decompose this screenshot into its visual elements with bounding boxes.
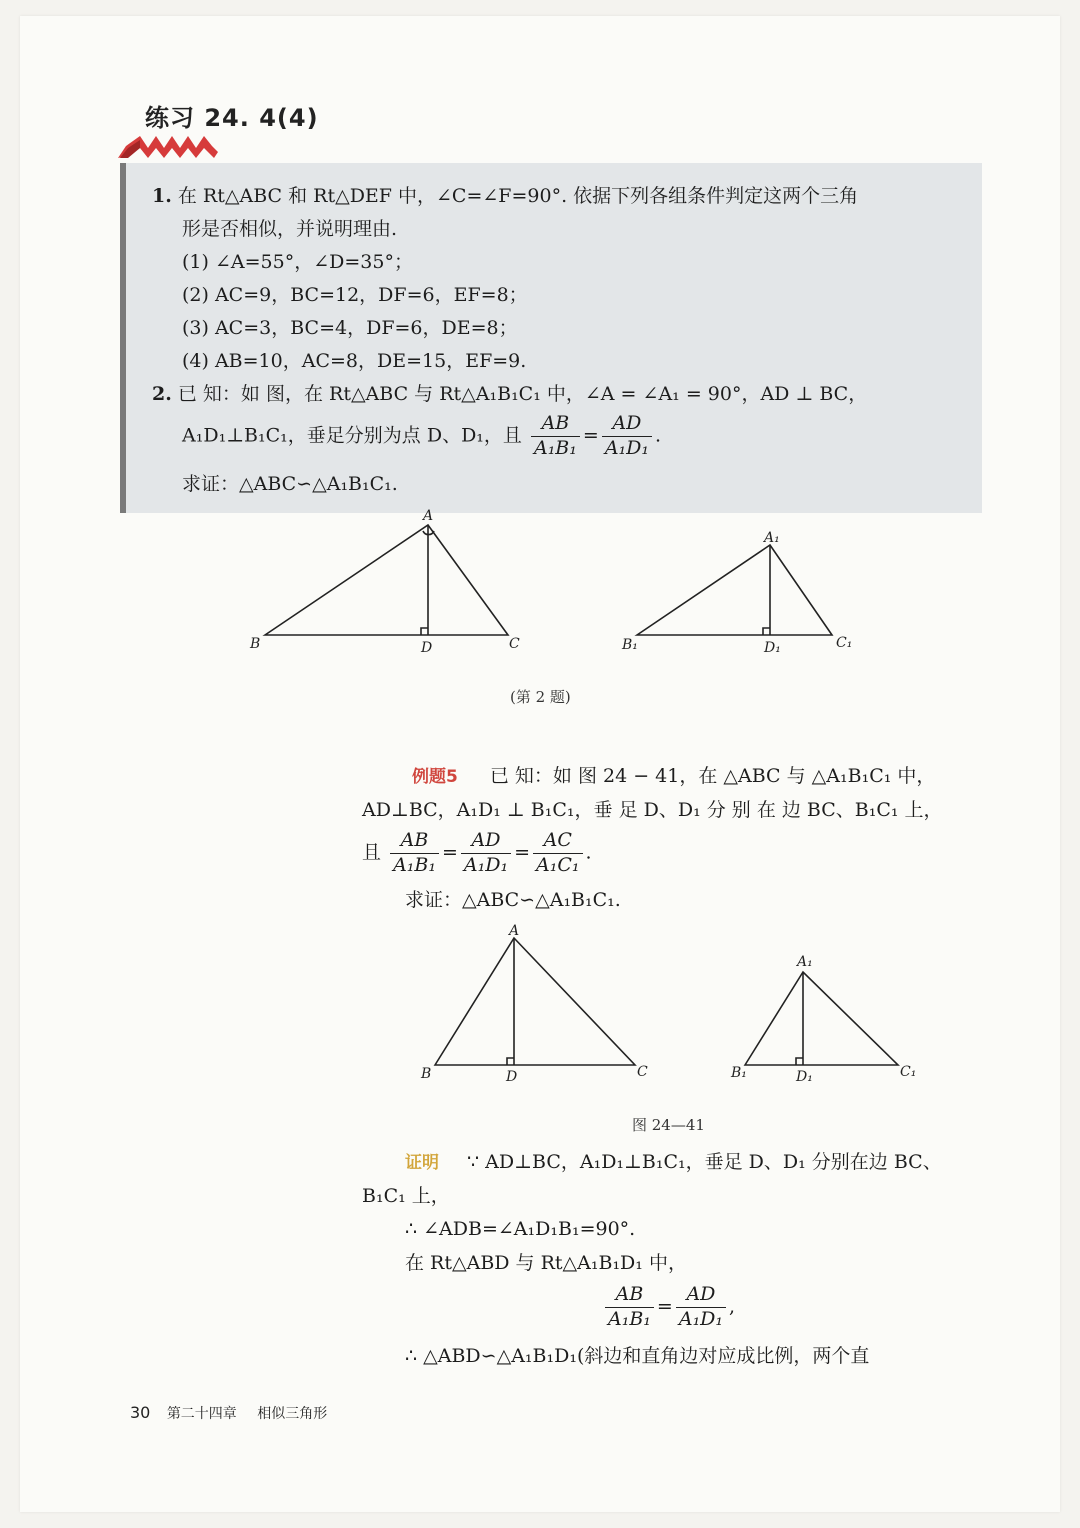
- right-angle-mark-d: [421, 628, 428, 635]
- label-b1-ex: B₁: [731, 1065, 747, 1081]
- chapter-title: 相似三角形: [257, 1406, 328, 1422]
- label-d1: D₁: [764, 640, 781, 656]
- q1-line1: 1. 在 Rt△ABC 和 Rt△DEF 中，∠C=∠F=90°. 依据下列各组条件判定这两个三角: [152, 185, 859, 207]
- label-b1: B₁: [622, 637, 638, 653]
- q2-line1: 2. 已 知：如 图，在 Rt△ABC 与 Rt△A₁B₁C₁ 中，∠A = ∠A₁ = 90°，AD ⊥ BC，: [152, 383, 868, 405]
- example-line4: 求证：△ABC∽△A₁B₁C₁.: [405, 889, 621, 911]
- page-number: 30: [130, 1403, 151, 1422]
- exercise-title: 练习 24. 4(4): [145, 104, 319, 132]
- proof-line2: B₁C₁ 上，: [362, 1185, 450, 1207]
- q1-item-1: (1) ∠A=55°，∠D=35°；: [182, 251, 413, 273]
- label-a1-ex: A₁: [797, 954, 813, 970]
- label-d-ex: D: [506, 1069, 518, 1085]
- q1-item-3: (3) AC=3，BC=4，DF=6，DE=8；: [182, 317, 518, 339]
- figure-24-41: [410, 920, 930, 1090]
- q1-item-2: (2) AC=9，BC=12，DF=6，EF=8；: [182, 284, 528, 306]
- label-c-ex: C: [637, 1064, 648, 1080]
- q2-fraction-ad: $\frac{AD}{\text{A₁D₁}}$: [602, 414, 652, 459]
- proof-fraction-ad: $\frac{AD}{\text{A₁D₁}}$: [676, 1285, 726, 1330]
- proof-line5: $\frac{AB}{\text{A₁B₁}}$ = $\frac{AD}{\text{A₁D₁}}$ ,: [602, 1285, 735, 1330]
- right-angle-mark-d1: [763, 628, 770, 635]
- triangle-a1b1c1: [637, 545, 832, 635]
- triangle-abc-ex: [435, 938, 635, 1065]
- q1-item-4: (4) AB=10，AC=8，DE=15，EF=9.: [182, 350, 527, 372]
- zigzag-ornament-icon: [118, 128, 228, 160]
- label-a: A: [423, 508, 434, 524]
- triangle-abc: [265, 525, 508, 635]
- right-angle-mark-d-ex: [507, 1058, 514, 1065]
- triangle-a1b1c1-ex: [745, 972, 898, 1065]
- example-fraction-ac: $\frac{AC}{\text{A₁C₁}}$: [533, 831, 583, 876]
- q1-line2: 形是否相似，并说明理由.: [182, 218, 398, 240]
- q2-fraction-ab: $\frac{AB}{\text{A₁B₁}}$: [531, 414, 580, 459]
- proof-line6: ∴ △ABD∽△A₁B₁D₁(斜边和直角边对应成比例，两个直: [405, 1345, 870, 1367]
- proof-line4: 在 Rt△ABD 与 Rt△A₁B₁D₁ 中，: [405, 1252, 687, 1274]
- proof-line3: ∴ ∠ADB=∠A₁D₁B₁=90°.: [405, 1218, 636, 1240]
- proof-fraction-ab: $\frac{AB}{\text{A₁B₁}}$: [605, 1285, 654, 1330]
- page-footer: [130, 1403, 327, 1423]
- q2-line2: A₁D₁⊥B₁C₁，垂足分别为点 D、D₁，且 $\frac{AB}{\text{A₁B₁}}$ = $\frac{AD}{\text{A₁D₁}}$ .: [182, 412, 662, 459]
- example-label: 例题5: [412, 767, 458, 787]
- label-c: C: [509, 636, 520, 652]
- figure-24-41-caption: 图 24—41: [632, 1116, 705, 1134]
- label-a1: A₁: [764, 530, 780, 546]
- example-fraction-ad: $\frac{AD}{\text{A₁D₁}}$: [461, 831, 511, 876]
- label-b-ex: B: [421, 1066, 432, 1082]
- example-line1: 例题5 已 知：如 图 24 − 41，在 △ABC 与 △A₁B₁C₁ 中，: [412, 765, 936, 787]
- example-fraction-ab: $\frac{AB}{\text{A₁B₁}}$: [390, 831, 439, 876]
- proof-line1: 证明 ∵ AD⊥BC，A₁D₁⊥B₁C₁，垂足 D、D₁ 分别在边 BC、: [405, 1151, 942, 1173]
- q2-figure-caption: (第 2 题): [510, 688, 571, 706]
- label-d: D: [421, 640, 433, 656]
- q2-line3: 求证：△ABC∽△A₁B₁C₁.: [182, 473, 398, 495]
- right-angle-mark-d1-ex: [796, 1058, 803, 1065]
- proof-label: 证明: [405, 1153, 439, 1173]
- q2-figure: [240, 500, 880, 660]
- label-c1: C₁: [836, 635, 853, 651]
- example-line2: AD⊥BC，A₁D₁ ⊥ B₁C₁，垂 足 D、D₁ 分 别 在 边 BC、B₁C₁ 上，: [362, 799, 943, 821]
- label-d1-ex: D₁: [796, 1069, 813, 1085]
- label-b: B: [250, 636, 261, 652]
- chapter-number: 第二十四章: [166, 1406, 237, 1422]
- label-c1-ex: C₁: [900, 1064, 917, 1080]
- label-a-ex: A: [509, 923, 520, 939]
- example-line3: 且 $\frac{AB}{\text{A₁B₁}}$ = $\frac{AD}{\text{A₁D₁}}$ = $\frac{AC}{\text{A₁C₁}}$ .: [362, 829, 592, 876]
